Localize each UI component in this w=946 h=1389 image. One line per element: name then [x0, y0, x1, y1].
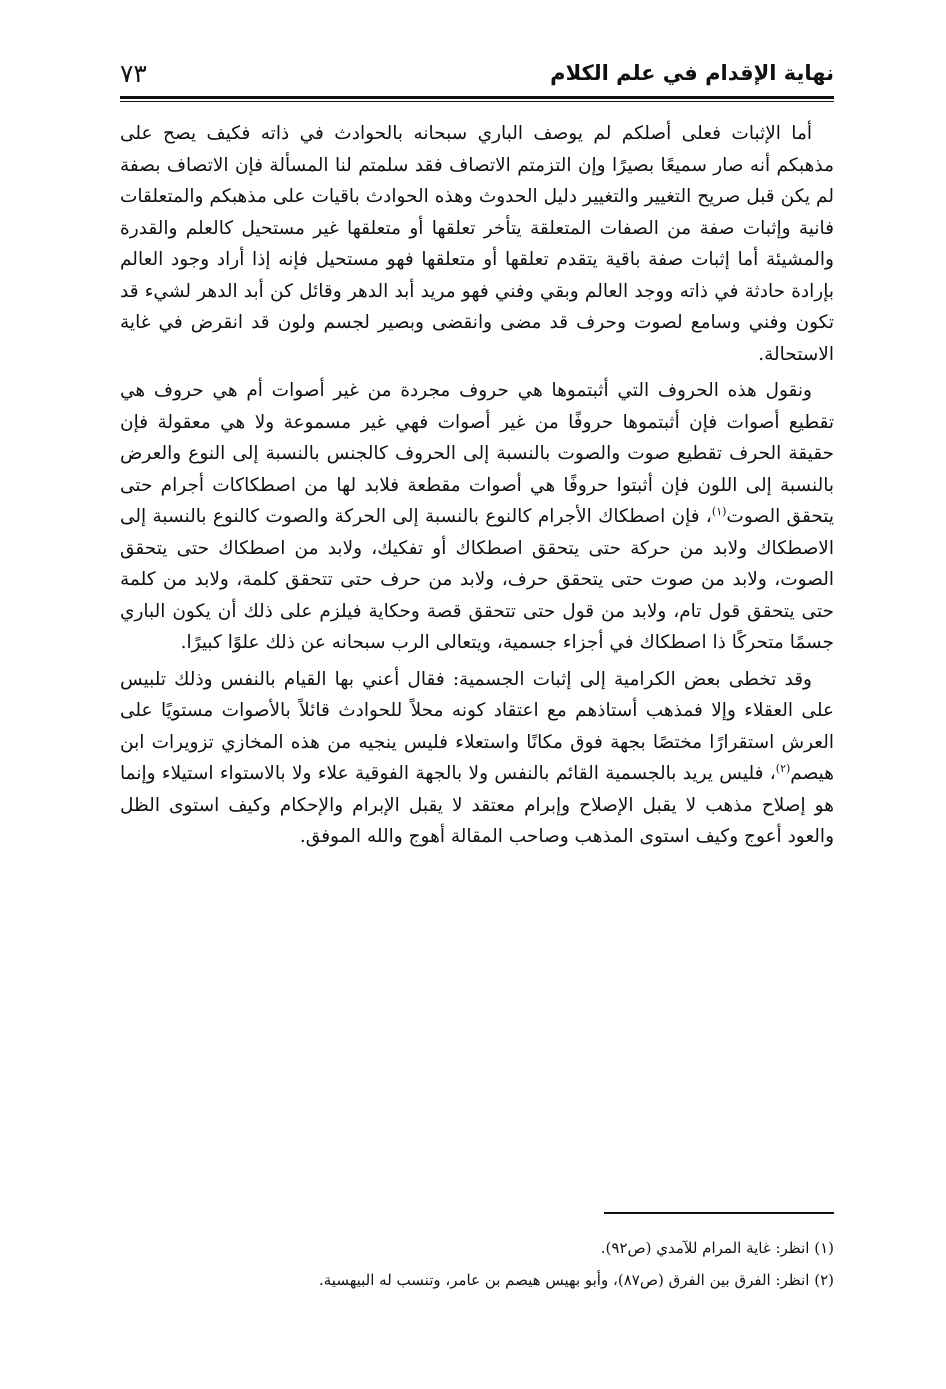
- paragraph-text: وقد تخطى بعض الكرامية إلى إثبات الجسمية: فقال أعني بها القيام بالنفس وذلك تلبيس على العقلاء وإلا فمذهب أستاذهم مع اعتقاد كونه محلاً للحوادث قائلاً بالأصوات مستويًا على العرش استقرارًا مختصًا بجهة فوق مكانًا واستعلاء فليس ينجيه من هذه المخازي تزويرات ابن هيصم: [120, 668, 834, 784]
- footnote-separator: [604, 1212, 834, 1214]
- paragraph-text: ، فإن اصطكاك الأجرام كالنوع بالنسبة إلى الحركة والصوت كالنوع بالنسبة إلى الاصطكاك ولابد من حركة حتى يتحقق اصطكاك أو تفكيك، ولابد من اصطكاك حتى يتحقق الصوت، ولابد من صوت حتى يتحقق حرف، ولابد من حرف حتى تتحقق كلمة، ولابد من كلمة حتى يتحقق قول تام، ولابد من قول حتى تتحقق قصة وحكاية فيلزم على ذلك أن يكون الباري جسمًا متحركًا ذا اصطكاك في أجزاء جسمية، ويتعالى الرب سبحانه عن ذلك علوًا كبيرًا.: [120, 506, 834, 653]
- paragraph-text: أما الإثبات فعلى أصلكم لم يوصف الباري سبحانه بالحوادث في ذاته فكيف يصح على مذهبكم أنه صار سميعًا بصيرًا وإن التزمتم الاتصاف فقد سلمتم لنا المسألة فإن الاتصاف بصفة لم يكن قبل صريح التغيير والتغيير دليل الحدوث وهذه الحوادث باقيات على مذهبكم والمتعلقات فانية وإثبات صفة من الصفات المتعلقة يتأخر تعلقها أو متعلقها غير مستحيل كالعلم والقدرة والمشيئة أما إثبات صفة باقية يتقدم تعلقها أو متعلقها فهو مستحيل فإنه إذا أراد وجود العالم بإرادة حادثة في ذاته ووجد العالم وبقي وفني فهو مريد أبد الدهر وقائل كن أبد الدهر لشيء قد تكون وفني وسامع لصوت وحرف قد مضى وانقضى وبصير لجسم ولون قد انقرض في غاية الاستحالة.: [120, 123, 834, 365]
- footnote-2: (٢) انظر: الفرق بين الفرق (ص٨٧)، وأبو بهيس هيصم بن عامر، وتنسب له البيهسية.: [318, 1271, 834, 1289]
- footnotes: [120, 1232, 834, 1296]
- footnote-marker-1[interactable]: (١): [711, 504, 727, 518]
- header-rule: [120, 96, 834, 102]
- page-header: [120, 58, 834, 94]
- paragraph-3: [120, 664, 834, 853]
- paragraph-text: ، فليس يريد بالجسمية القائم بالنفس ولا بالجهة الفوقية علاء ولا بالاستواء استيلاء وإنما هو إصلاح مذهب لا يقبل الإصلاح وإبرام معتقد لا يقبل الإبرام والإحكام وكيف استوى الظل والعود أعوج وكيف استوى المذهب وصاحب المقالة أهوج والله الموفق.: [120, 763, 834, 847]
- footnote-1: (١) انظر: غاية المرام للآمدي (ص٩٢).: [600, 1239, 834, 1257]
- paragraph-1: [120, 118, 834, 370]
- paragraph-text: ونقول هذه الحروف التي أثبتموها هي حروف مجردة من غير أصوات أم هي حروف هي تقطيع أصوات فإن أثبتموها حروفًا من غير أصوات فهي غير مسموعة ولا هي معقولة فإن حقيقة الحرف تقطيع صوت والصوت بالنسبة إلى الحروف كالجنس بالنسبة إلى النوع والعرض بالنسبة إلى اللون فإن أثبتوا حروفًا هي أصوات مقطعة فلابد لها من اصطكاكات أجرام حتى يتحقق الصوت: [120, 380, 834, 527]
- book-title: نهاية الإقدام في علم الكلام: [550, 61, 834, 85]
- paragraph-2: [120, 375, 834, 659]
- page-number: ٧٣: [120, 59, 147, 88]
- body-text: [120, 118, 834, 853]
- footnote-marker-2[interactable]: (٢): [775, 761, 791, 775]
